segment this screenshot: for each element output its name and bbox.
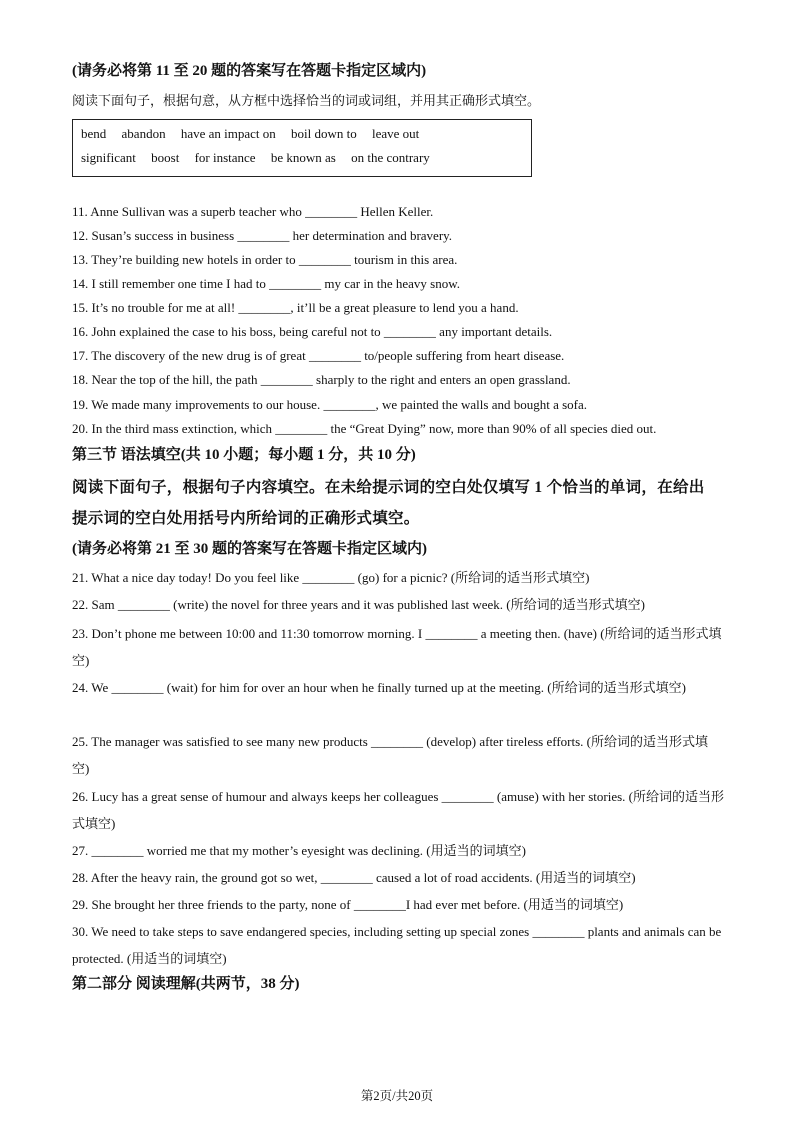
part-2-title: 第二部分 阅读理解(共两节，38 分) bbox=[72, 976, 300, 992]
section-a-note: (请务必将第 11 至 20 题的答案写在答题卡指定区域内) bbox=[72, 63, 427, 79]
question-17: 17. The discovery of the new drug is of great ________ to/people suffering from heart disease. bbox=[72, 348, 565, 363]
question-23: 23. Don’t phone me between 10:00 and 11:30 tomorrow morning. I ________ a meeting then. (have) (所给词的适当形式填空) bbox=[72, 626, 722, 668]
section-a-instruction: 阅读下面句子，根据句意，从方框中选择恰当的词或词组，并用其正确形式填空。 bbox=[72, 93, 541, 108]
question-18: 18. Near the top of the hill, the path ________ sharply to the right and enters an open grassland. bbox=[72, 372, 571, 387]
question-22: 22. Sam ________ (write) the novel for three years and it was published last week. (所给词的适当形式填空) bbox=[72, 597, 645, 612]
word-option: be known as bbox=[270, 150, 336, 165]
question-30: 30. We need to take steps to save endangered species, including setting up special zones ________ plants and animals can be protected. (用适当的词填空) bbox=[72, 924, 722, 966]
page-footer: 第2页/共20页 bbox=[360, 1089, 434, 1103]
question-21: 21. What a nice day today! Do you feel like ________ (go) for a picnic? (所给词的适当形式填空) bbox=[72, 570, 590, 585]
word-option: on the contrary bbox=[351, 150, 430, 165]
word-option: boil down to bbox=[291, 126, 357, 141]
word-box bbox=[72, 119, 532, 177]
question-27: 27. ________ worried me that my mother’s eyesight was declining. (用适当的词填空) bbox=[72, 843, 526, 858]
question-20: 20. In the third mass extinction, which ________ the “Great Dying” now, more than 90% of all species died out. bbox=[72, 421, 657, 436]
question-29: 29. She brought her three friends to the party, none of ________I had ever met before. (用适当的词填空) bbox=[72, 897, 624, 912]
section-b-note: (请务必将第 21 至 30 题的答案写在答题卡指定区域内) bbox=[72, 541, 427, 557]
word-option: abandon bbox=[121, 126, 166, 141]
word-option: boost bbox=[151, 150, 180, 165]
word-box-row-1 bbox=[81, 126, 431, 142]
word-option: leave out bbox=[372, 126, 420, 141]
question-15: 15. It’s no trouble for me at all! ________, it’ll be a great pleasure to lend you a hand. bbox=[72, 300, 519, 315]
question-19: 19. We made many improvements to our house. ________, we painted the walls and bought a sofa. bbox=[72, 397, 587, 412]
question-12: 12. Susan’s success in business ________ her determination and bravery. bbox=[72, 228, 453, 243]
word-option: significant bbox=[81, 150, 136, 165]
question-28: 28. After the heavy rain, the ground got so wet, ________ caused a lot of road accidents. (用适当的词填空) bbox=[72, 870, 636, 885]
word-option: for instance bbox=[194, 150, 256, 165]
word-option: have an impact on bbox=[180, 126, 276, 141]
section-3-instruction-line-2: 提示词的空白处用括号内所给词的正确形式填空。 bbox=[72, 510, 420, 527]
question-16: 16. John explained the case to his boss, being careful not to ________ any important details. bbox=[72, 324, 553, 339]
question-11: 11. Anne Sullivan was a superb teacher who ________ Hellen Keller. bbox=[72, 204, 434, 219]
section-3-title: 第三节 语法填空(共 10 小题；每小题 1 分，共 10 分) bbox=[72, 447, 416, 463]
question-14: 14. I still remember one time I had to ________ my car in the heavy snow. bbox=[72, 276, 460, 291]
word-box-row-2 bbox=[81, 150, 442, 166]
question-25: 25. The manager was satisfied to see many new products ________ (develop) after tireless efforts. (所给词的适当形式填空) bbox=[72, 734, 709, 776]
word-option: bend bbox=[81, 126, 107, 141]
section-3-instruction-line-1: 阅读下面句子，根据句子内容填空。在未给提示词的空白处仅填写 1 个恰当的单词，在给出 bbox=[72, 479, 705, 496]
question-24: 24. We ________ (wait) for him for over an hour when he finally turned up at the meeting. (所给词的适当形式填空) bbox=[72, 680, 686, 695]
question-26: 26. Lucy has a great sense of humour and always keeps her colleagues ________ (amuse) with her stories. (所给词的适当形式填空) bbox=[72, 789, 724, 831]
question-13: 13. They’re building new hotels in order to ________ tourism in this area. bbox=[72, 252, 458, 267]
